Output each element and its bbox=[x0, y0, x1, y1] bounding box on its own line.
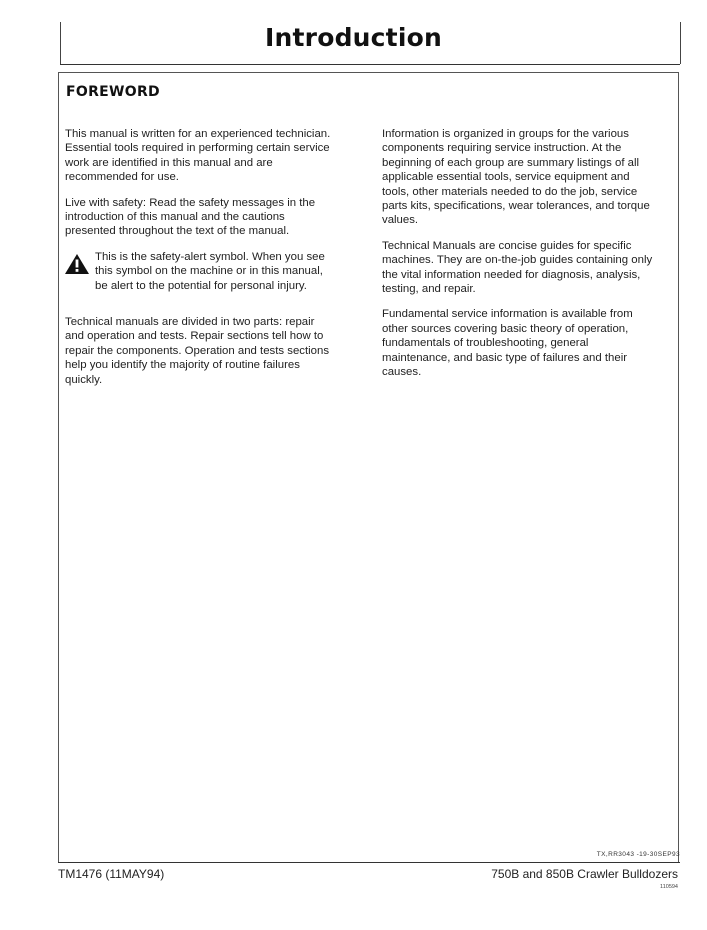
paragraph-manual-parts: Technical manuals are divided in two parts: repair and operation and tests. Repair sections tell how to repair the components. Operation and tests sections help you identify the majority of routine failures quickly. bbox=[65, 316, 330, 386]
paragraph-technical-manuals: Technical Manuals are concise guides for specific machines. They are on-the-job guides containing only the vital information needed for diagnosis, analysis, testing, and repair. bbox=[382, 239, 653, 296]
title-rule bbox=[60, 64, 680, 65]
page-title: Introduction bbox=[265, 23, 442, 52]
safety-alert-icon bbox=[65, 254, 89, 274]
footer-reference-code: TX,RR3043 -19-30SEP93 bbox=[596, 851, 680, 858]
safety-alert-text: This is the safety-alert symbol. When you see this symbol on the machine or in this manual, be alert to the potential for personal injury. bbox=[95, 250, 325, 292]
paragraph-live-with-safety: Live with safety: Read the safety messages in the introduction of this manual and the cautions presented throughout the text of the manual. bbox=[65, 196, 316, 238]
footer-page-code: 110594 bbox=[660, 884, 678, 890]
paragraph-audience: This manual is written for an experienced technician. Essential tools required in performing certain service work are identified in this manual and are recommended for use. bbox=[65, 128, 331, 184]
right-column bbox=[382, 127, 672, 391]
footer-manual-title: 750B and 850B Crawler Bulldozers bbox=[491, 867, 678, 881]
footer-manual-id: TM1476 (11MAY94) bbox=[58, 867, 165, 881]
section-heading: FOREWORD bbox=[66, 84, 160, 100]
footer-rule bbox=[58, 862, 680, 863]
left-column bbox=[65, 127, 355, 398]
paragraph-fundamental-info: Fundamental service information is available from other sources covering basic theory of operation, fundamentals of troubleshooting, general maintenance, and basic type of failures and their causes. bbox=[382, 308, 633, 379]
safety-alert-note bbox=[65, 250, 355, 304]
paragraph-organization: Information is organized in groups for the various components requiring service instruction. At the beginning of each group are summary listings of all applicable essential tools, service equipment and tools, other materials needed to do the job, service parts kits, specifications, wear tolerances, and torque values. bbox=[382, 128, 650, 227]
